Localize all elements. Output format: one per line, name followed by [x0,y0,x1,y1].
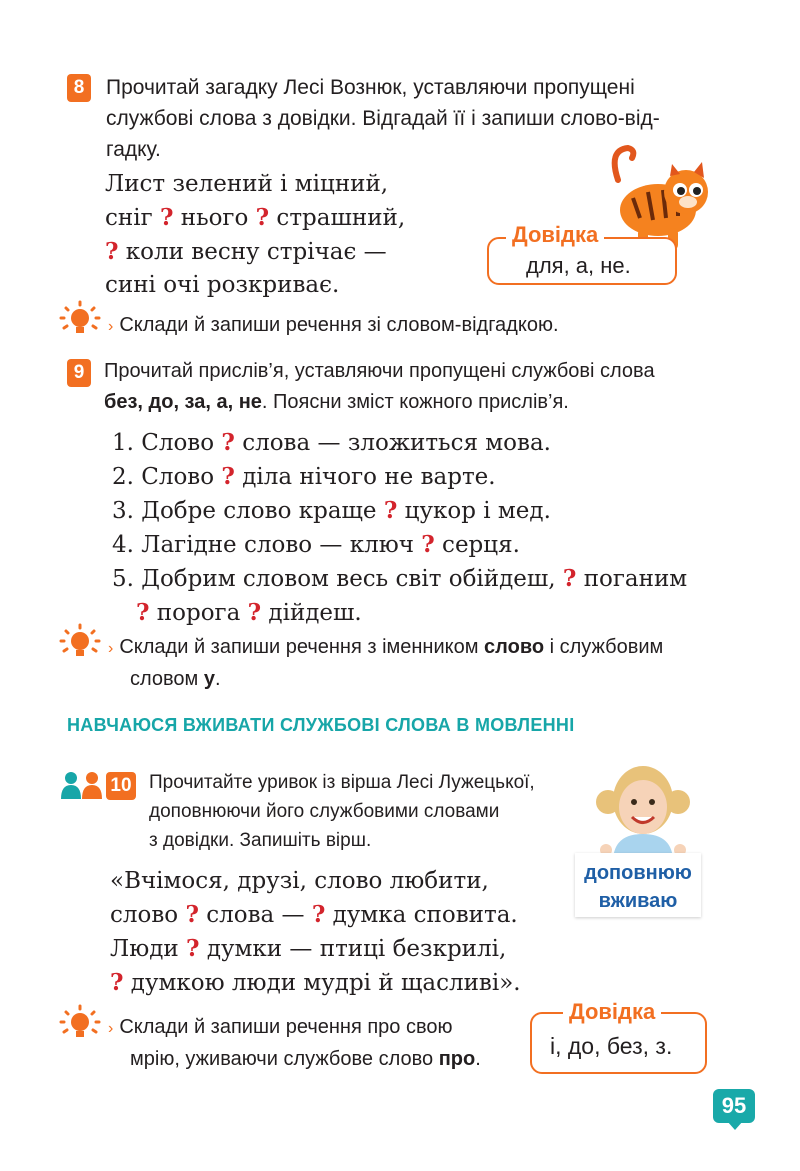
poem-text-part: слово [110,902,186,928]
exercise-number-badge: 10 [106,772,136,800]
proverb [112,460,687,494]
proverb-text: 2. Слово [112,464,222,490]
sign-text: доповнюю [584,862,692,884]
proverb-continuation [112,596,687,630]
proverb [112,426,687,460]
proverb [112,494,687,528]
riddle-text-part: сині очі розкриває. [105,272,340,298]
task-line [108,632,663,664]
section-heading: НАВЧАЮСЯ ВЖИВАТИ СЛУЖБОВІ СЛОВА В МОВЛЕННІ [67,715,575,735]
riddle-line [105,201,405,235]
proverb-text: цукор і мед. [397,498,551,524]
exercise-10-instruction [149,768,535,855]
poem-line: «Вчімося, друзі, слово любити, [110,868,489,894]
bold-word: слово [484,636,545,658]
bold-word: у [203,668,215,690]
riddle-text-part: страшний, [269,205,406,231]
page-number: 95 [713,1089,755,1123]
riddle-text-part: Лист зелений і міцний, [105,171,389,197]
riddle-line [105,269,405,302]
proverb-text: дійдеш. [261,600,362,626]
task-text: Склади й запиши речення з іменником [119,636,485,658]
proverb-text: 5. Добрим словом весь світ обійдеш, [112,566,563,592]
task-text: Склади й запиши речення про свою [119,1016,453,1038]
question-mark: ? [186,935,200,962]
riddle-line [105,168,405,201]
question-mark: ? [185,901,199,928]
chevron-right-icon: › [108,1020,114,1037]
proverb-text: 3. Добре слово краще [112,498,384,524]
question-mark: ? [159,204,174,231]
instruction-line: доповнюючи його службовими словами [149,801,500,822]
reference-words: і, до, без, з. [550,1033,673,1059]
lightbulb-icon [58,623,108,665]
exercise-10-task [108,1012,481,1075]
question-mark: ? [311,901,326,928]
question-mark: ? [105,238,119,265]
poem-line [110,966,521,1000]
proverb [112,528,687,562]
bold-word: про [438,1048,476,1070]
proverb [112,562,687,596]
page-number-tail [727,1121,743,1130]
reference-words: для, а, не. [526,253,631,278]
question-mark: ? [247,599,262,626]
instruction-line: Прочитай загадку Лесі Вознюк, уставляючи пропущені [106,76,635,99]
instruction-line: службові слова з довідки. Відгадай її і запиши слово-від- [106,107,660,130]
exercise-number-badge: 9 [67,359,91,387]
poem-text-part: Люди [110,936,187,962]
poem-text-part: думкою люди мудрі й щасливі». [123,970,521,996]
chevron-right-icon: › [108,318,114,335]
reference-title: Довідка [563,999,661,1025]
proverb-text: серця. [434,532,520,558]
poem-line [110,932,521,966]
pair-work-icon [60,770,104,800]
poem-text-part: слова — [198,902,312,928]
instruction-line: гадку. [106,138,161,161]
proverb-text: 1. Слово [112,430,222,456]
exercise-9-instruction [104,356,655,418]
reference-title: Довідка [506,222,604,248]
proverb-text: поганим [576,566,688,592]
instruction-line [104,387,655,418]
question-mark: ? [255,204,270,231]
task-text: Склади й запиши речення зі словом-відгадкою. [119,314,559,336]
instruction-line: Прочитайте уривок із вірша Лесі Лужецької, [149,772,535,793]
sign-text: вживаю [598,890,678,912]
task-line [108,664,663,695]
exercise-8-instruction [106,72,660,165]
lightbulb-icon [58,1004,108,1046]
proverb-text: діла нічого не варте. [234,464,496,490]
exercise-9-task [108,632,663,695]
task-text: . [475,1048,481,1070]
proverb-text: слова — зложиться мова. [234,430,551,456]
riddle-text-part: коли весну стрічає — [118,239,387,265]
task-line [108,1044,481,1075]
task-line [108,1012,481,1044]
poem-text [110,864,521,1000]
question-mark: ? [383,497,398,524]
bold-words: без, до, за, а, не [104,391,262,413]
proverbs-list [112,426,687,630]
exercise-number-badge: 8 [67,74,91,102]
riddle-line [105,235,405,269]
question-mark: ? [136,599,150,626]
task-text: . [214,668,221,690]
question-mark: ? [221,429,235,456]
lightbulb-icon [58,300,108,342]
riddle-text [105,168,405,302]
instruction-text: . Поясни зміст кожного прислів’я. [261,391,569,413]
poem-text-part: думки — птиці безкрилі, [199,936,507,962]
proverb-text: 4. Лагідне слово — ключ [112,532,422,558]
instruction-line: з довідки. Запишіть вірш. [149,830,372,851]
chevron-right-icon: › [108,640,114,657]
proverb-text: порога [149,600,248,626]
poem-text-part: думка сповита. [325,902,518,928]
task-text: словом [130,668,204,690]
question-mark: ? [562,565,577,592]
poem-line [110,898,521,932]
riddle-text-part: сніг [105,205,160,231]
girl-photo [588,762,698,862]
task-text: і службовим [544,636,664,658]
question-mark: ? [221,463,235,490]
exercise-8-task [108,310,559,342]
question-mark: ? [421,531,435,558]
instruction-line: Прочитай прислів’я, уставляючи пропущені службові слова [104,360,655,382]
riddle-text-part: нього [173,205,256,231]
task-text: мрію, уживаючи службове слово [130,1048,439,1070]
question-mark: ? [110,969,124,996]
